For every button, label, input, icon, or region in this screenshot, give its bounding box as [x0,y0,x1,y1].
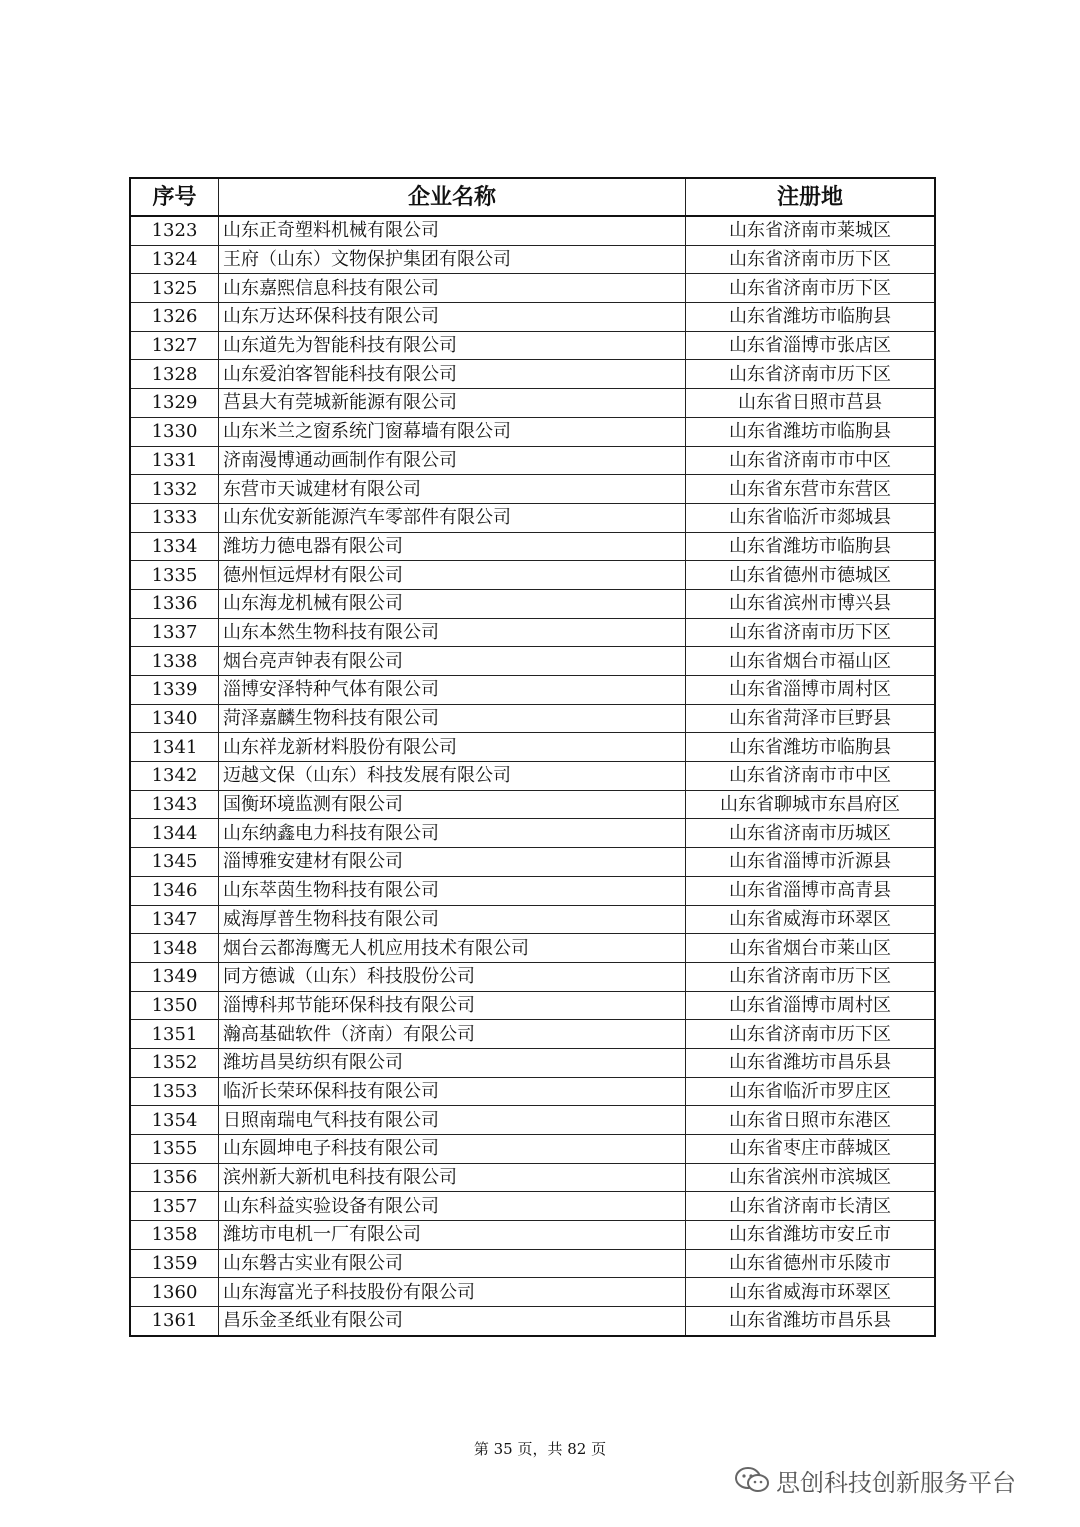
row-no: 1323 [130,216,219,245]
table-row [130,1135,935,1164]
table-row [130,216,935,245]
row-location: 山东省临沂市郯城县 [686,503,936,532]
row-location: 山东省潍坊市安丘市 [686,1221,936,1250]
row-location: 山东省潍坊市临朐县 [686,733,936,762]
row-company-name: 临沂长荣环保科技有限公司 [219,1077,686,1106]
row-company-name: 淄博安泽特种气体有限公司 [219,676,686,705]
row-location: 山东省滨州市滨城区 [686,1163,936,1192]
row-location: 山东省日照市东港区 [686,1106,936,1135]
row-no: 1356 [130,1163,219,1192]
row-company-name: 潍坊市电机一厂有限公司 [219,1221,686,1250]
header-no: 序号 [130,178,219,216]
row-company-name: 山东科益实验设备有限公司 [219,1192,686,1221]
row-location: 山东省德州市乐陵市 [686,1249,936,1278]
table-row [130,733,935,762]
table-header-row [130,178,935,216]
row-no: 1360 [130,1278,219,1307]
row-location: 山东省东营市东营区 [686,475,936,504]
row-location: 山东省济南市历下区 [686,618,936,647]
row-company-name: 山东爱泊客智能科技有限公司 [219,360,686,389]
row-location: 山东省烟台市莱山区 [686,934,936,963]
table-row [130,848,935,877]
row-company-name: 山东磐古实业有限公司 [219,1249,686,1278]
row-company-name: 山东纳鑫电力科技有限公司 [219,819,686,848]
table-row [130,446,935,475]
watermark-text: 思创科技创新服务平台 [776,1468,1016,1497]
row-location: 山东省淄博市周村区 [686,676,936,705]
row-location: 山东省济南市历下区 [686,962,936,991]
header-company-name: 企业名称 [219,178,686,216]
table-row [130,647,935,676]
row-location: 山东省威海市环翠区 [686,1278,936,1307]
table-row [130,1192,935,1221]
row-no: 1341 [130,733,219,762]
row-no: 1326 [130,303,219,332]
row-location: 山东省日照市莒县 [686,389,936,418]
table-row [130,762,935,791]
table-row [130,676,935,705]
row-company-name: 山东米兰之窗系统门窗幕墙有限公司 [219,417,686,446]
table-row [130,905,935,934]
table-row [130,475,935,504]
wechat-icon [734,1466,770,1494]
row-company-name: 山东萃茵生物科技有限公司 [219,876,686,905]
row-company-name: 日照南瑞电气科技有限公司 [219,1106,686,1135]
table-row [130,1307,935,1336]
row-no: 1324 [130,245,219,274]
row-no: 1346 [130,876,219,905]
row-location: 山东省德州市德城区 [686,561,936,590]
row-company-name: 山东嘉熙信息科技有限公司 [219,274,686,303]
table-row [130,991,935,1020]
row-location: 山东省淄博市高青县 [686,876,936,905]
row-no: 1337 [130,618,219,647]
row-no: 1331 [130,446,219,475]
row-location: 山东省聊城市东昌府区 [686,790,936,819]
row-company-name: 迈越文保（山东）科技发展有限公司 [219,762,686,791]
table-row [130,790,935,819]
row-company-name: 淄博雅安建材有限公司 [219,848,686,877]
row-company-name: 山东本然生物科技有限公司 [219,618,686,647]
row-location: 山东省济南市历下区 [686,245,936,274]
page-number: 第 35 页，共 82 页 [473,1440,607,1458]
row-company-name: 潍坊昌昊纺织有限公司 [219,1048,686,1077]
row-location: 山东省威海市环翠区 [686,905,936,934]
table-row [130,331,935,360]
row-company-name: 烟台亮声钟表有限公司 [219,647,686,676]
row-location: 山东省烟台市福山区 [686,647,936,676]
row-no: 1339 [130,676,219,705]
table-row [130,704,935,733]
row-company-name: 同方德诚（山东）科技股份公司 [219,962,686,991]
header-location: 注册地 [686,178,936,216]
row-no: 1330 [130,417,219,446]
row-company-name: 德州恒远焊材有限公司 [219,561,686,590]
table-row [130,503,935,532]
row-no: 1327 [130,331,219,360]
row-no: 1352 [130,1048,219,1077]
row-no: 1332 [130,475,219,504]
row-no: 1358 [130,1221,219,1250]
watermark [734,1464,1016,1496]
row-no: 1357 [130,1192,219,1221]
row-location: 山东省潍坊市临朐县 [686,417,936,446]
row-no: 1359 [130,1249,219,1278]
row-no: 1361 [130,1307,219,1336]
row-no: 1328 [130,360,219,389]
row-location: 山东省济南市历下区 [686,1020,936,1049]
row-no: 1343 [130,790,219,819]
table-row [130,819,935,848]
table-row [130,962,935,991]
row-no: 1353 [130,1077,219,1106]
row-location: 山东省济南市莱城区 [686,216,936,245]
row-location: 山东省济南市历下区 [686,274,936,303]
table-row [130,589,935,618]
row-no: 1349 [130,962,219,991]
row-location: 山东省菏泽市巨野县 [686,704,936,733]
row-location: 山东省淄博市周村区 [686,991,936,1020]
row-no: 1333 [130,503,219,532]
row-company-name: 王府（山东）文物保护集团有限公司 [219,245,686,274]
row-company-name: 烟台云都海鹰无人机应用技术有限公司 [219,934,686,963]
table-row [130,1278,935,1307]
table-row [130,1221,935,1250]
row-company-name: 菏泽嘉麟生物科技有限公司 [219,704,686,733]
table-row [130,303,935,332]
row-company-name: 东营市天诚建材有限公司 [219,475,686,504]
table-row [130,876,935,905]
row-company-name: 滨州新大新机电科技有限公司 [219,1163,686,1192]
table-row [130,1077,935,1106]
row-company-name: 淄博科邦节能环保科技有限公司 [219,991,686,1020]
row-location: 山东省淄博市沂源县 [686,848,936,877]
row-no: 1351 [130,1020,219,1049]
table-row [130,561,935,590]
table-row [130,1249,935,1278]
row-company-name: 潍坊力德电器有限公司 [219,532,686,561]
row-company-name: 莒县大有莞城新能源有限公司 [219,389,686,418]
row-no: 1348 [130,934,219,963]
row-company-name: 瀚高基础软件（济南）有限公司 [219,1020,686,1049]
row-no: 1334 [130,532,219,561]
row-location: 山东省淄博市张店区 [686,331,936,360]
row-company-name: 山东正奇塑料机械有限公司 [219,216,686,245]
row-company-name: 山东道先为智能科技有限公司 [219,331,686,360]
row-company-name: 山东祥龙新材料股份有限公司 [219,733,686,762]
row-no: 1347 [130,905,219,934]
row-location: 山东省济南市市中区 [686,446,936,475]
row-company-name: 昌乐金圣纸业有限公司 [219,1307,686,1336]
table-row [130,274,935,303]
row-location: 山东省潍坊市临朐县 [686,303,936,332]
company-list-table [129,177,936,1337]
row-location: 山东省潍坊市昌乐县 [686,1048,936,1077]
row-no: 1355 [130,1135,219,1164]
table-row [130,389,935,418]
table-row [130,934,935,963]
row-company-name: 济南漫博通动画制作有限公司 [219,446,686,475]
table-row [130,417,935,446]
row-no: 1344 [130,819,219,848]
table-row [130,1106,935,1135]
table-row [130,618,935,647]
table-row [130,532,935,561]
row-company-name: 山东海富光子科技股份有限公司 [219,1278,686,1307]
table-row [130,245,935,274]
row-no: 1325 [130,274,219,303]
row-company-name: 山东优安新能源汽车零部件有限公司 [219,503,686,532]
row-location: 山东省济南市历城区 [686,819,936,848]
row-location: 山东省临沂市罗庄区 [686,1077,936,1106]
row-location: 山东省滨州市博兴县 [686,589,936,618]
row-no: 1336 [130,589,219,618]
row-company-name: 山东海龙机械有限公司 [219,589,686,618]
row-location: 山东省潍坊市昌乐县 [686,1307,936,1336]
row-no: 1335 [130,561,219,590]
row-no: 1329 [130,389,219,418]
row-no: 1340 [130,704,219,733]
table-row [130,1048,935,1077]
row-location: 山东省济南市长清区 [686,1192,936,1221]
row-location: 山东省济南市历下区 [686,360,936,389]
table-row [130,360,935,389]
row-location: 山东省枣庄市薛城区 [686,1135,936,1164]
row-company-name: 威海厚普生物科技有限公司 [219,905,686,934]
row-no: 1342 [130,762,219,791]
row-company-name: 山东万达环保科技有限公司 [219,303,686,332]
row-location: 山东省济南市市中区 [686,762,936,791]
table-row [130,1020,935,1049]
row-no: 1354 [130,1106,219,1135]
table-row [130,1163,935,1192]
row-no: 1350 [130,991,219,1020]
row-location: 山东省潍坊市临朐县 [686,532,936,561]
row-no: 1345 [130,848,219,877]
row-no: 1338 [130,647,219,676]
row-company-name: 国衡环境监测有限公司 [219,790,686,819]
row-company-name: 山东圆坤电子科技有限公司 [219,1135,686,1164]
